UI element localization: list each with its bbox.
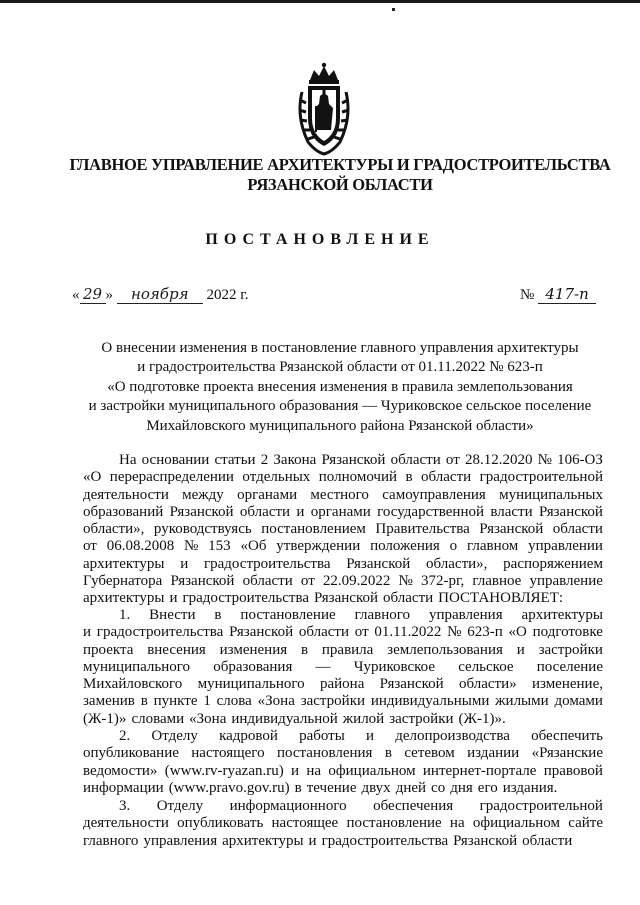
word: области», (83, 521, 145, 537)
word: области (421, 469, 472, 486)
word: власти (490, 503, 533, 520)
word: поселение (536, 658, 603, 675)
word: муниципального (197, 676, 305, 692)
word: постановлением (261, 521, 366, 537)
word: официальном (472, 815, 560, 832)
subject-line: «О подготовке проекта внесения изменения в правила землепользования (107, 378, 573, 395)
word: подготовке (532, 624, 603, 641)
subject-line: О внесении изменения в постановление главного управления архитектуры (101, 340, 579, 356)
word: постановления (276, 745, 373, 762)
word: сельское (458, 658, 514, 675)
word: градостроительства (182, 590, 310, 606)
word: № (184, 538, 199, 555)
word: 153 (208, 538, 231, 555)
word: градостроительства (203, 555, 331, 572)
word: архитектуры (83, 590, 165, 606)
word: опубликовать (177, 815, 264, 832)
word: официальном (328, 762, 416, 779)
text-line (83, 521, 603, 538)
word: и (291, 762, 300, 779)
text-line (83, 763, 603, 780)
word: «О (83, 469, 102, 486)
word: и (180, 555, 189, 572)
word: 623-п (467, 624, 503, 641)
word: правовой (543, 762, 603, 779)
date-open-quote: « (72, 287, 80, 303)
word: в (405, 469, 413, 486)
word: от (445, 452, 460, 468)
word: градостроительной (479, 469, 603, 486)
word: главного (354, 607, 411, 623)
word: области (242, 572, 293, 589)
word: настоящее (271, 815, 339, 832)
word: Рязанской (314, 590, 379, 606)
org-title-line1: ГЛАВНОЕ УПРАВЛЕНИЕ АРХИТЕКТУРЫ И ГРАДОСТРОИТЕЛЬСТВА (69, 155, 611, 174)
org-title-line2: РЯЗАНСКОЙ ОБЛАСТИ (247, 175, 433, 194)
word: внесения (147, 641, 206, 658)
word: образования (213, 658, 293, 675)
word: Михайловского (83, 676, 183, 692)
word: опубликование (83, 745, 179, 762)
word: правила (321, 641, 374, 658)
word: делопроизводства (395, 728, 510, 744)
paragraph-item-3 (83, 798, 603, 850)
word: района (319, 676, 365, 692)
text-line (83, 607, 603, 624)
document-subject (80, 339, 600, 436)
word: 06.08.2008 (106, 538, 175, 555)
word: архитектуры (83, 555, 165, 572)
word: о (449, 538, 458, 555)
word: градостроительства (321, 832, 449, 849)
word: со (431, 779, 446, 796)
word: области (390, 452, 441, 468)
word: ПОСТАНОВЛЯЕТ: (438, 590, 564, 606)
text-line (83, 487, 603, 504)
word: и (169, 590, 178, 606)
word: № (398, 572, 413, 589)
word: архитектуры (222, 832, 304, 849)
word: интернет-портале (422, 762, 537, 779)
word: главного (83, 832, 139, 849)
word: двух (361, 779, 391, 796)
document-date (72, 285, 248, 304)
word: распоряжением (503, 555, 603, 572)
word: статьи (214, 452, 256, 468)
subject-line: и градостроительства Рязанской области от 01.11.2022 № 623-п (137, 359, 543, 376)
word: от (354, 624, 369, 641)
word: дней (395, 779, 427, 796)
word: и (83, 624, 92, 641)
word: 28.12.2020 (464, 452, 533, 468)
word: индивидуальными (370, 693, 490, 710)
word: изменения (219, 641, 288, 658)
word: заменив (83, 693, 135, 710)
word: и (308, 832, 317, 849)
text-line (83, 469, 603, 486)
word: 1 (203, 693, 211, 710)
word: и (516, 641, 525, 658)
word: Рязанской (379, 676, 444, 692)
word: На (119, 452, 137, 468)
word: области» (458, 676, 517, 692)
word: перераспределении (109, 469, 234, 486)
word: его (477, 779, 498, 796)
word: области (298, 624, 350, 641)
word: управления (428, 607, 503, 623)
word: Рязанской (538, 503, 603, 520)
word: (www.pravo.gov.ru) (168, 779, 290, 796)
word: «О (508, 624, 527, 641)
word: застройки (300, 693, 366, 710)
word: течение (306, 779, 357, 796)
word: Рязанской (346, 555, 411, 572)
text-line (83, 745, 603, 762)
word: словами (131, 710, 185, 727)
word: Рязанской (321, 452, 386, 468)
word: — (315, 658, 331, 675)
text-line (83, 676, 603, 693)
word: 372-рг, (420, 572, 465, 589)
word: 22.09.2022 (322, 572, 391, 589)
word: управления (143, 832, 218, 849)
word: и (366, 728, 375, 744)
word: (Ж-1)» (83, 710, 127, 727)
word: в (214, 607, 222, 623)
text-line (83, 538, 603, 555)
word: 2 (260, 452, 269, 468)
word: области», (426, 555, 488, 572)
text-line (83, 624, 603, 641)
word: и (296, 503, 305, 520)
subject-line: и застройки муниципального образования — Чуриковское сельское поселение (88, 398, 592, 415)
word: на (449, 815, 465, 832)
word: 1. (119, 607, 131, 623)
word: основании (141, 452, 210, 468)
word: Правительства (375, 521, 470, 537)
text-line (83, 659, 603, 676)
word: Рязанской (170, 572, 235, 589)
paragraph-item-1 (83, 607, 603, 728)
word: (www.rv-ryazan.ru) (164, 762, 284, 779)
word: 3. (119, 798, 131, 814)
word: главное (472, 572, 522, 589)
coat-of-arms-icon (296, 62, 352, 156)
word: 01.11.2022 (374, 624, 442, 641)
word: Губернатора (83, 572, 163, 589)
word: утверждении (276, 538, 361, 555)
word: застройки (538, 641, 603, 658)
word: издания. (502, 779, 558, 796)
text-line (83, 642, 603, 659)
word: обеспечить (531, 728, 603, 744)
word: от (300, 572, 315, 589)
word: Закона (273, 452, 317, 468)
word: № (447, 624, 462, 641)
date-month-handwritten: ноября (117, 285, 203, 304)
word: области (239, 503, 291, 520)
word: проекта (83, 641, 134, 658)
date-day-handwritten: 29 (80, 285, 106, 304)
document-number (520, 285, 596, 304)
text-line (83, 590, 603, 607)
word: в (384, 745, 392, 762)
word: «Зона (257, 693, 295, 710)
word: градостроительства (96, 624, 224, 641)
word: в (140, 693, 148, 710)
word: деятельности (83, 815, 169, 832)
word: области (522, 832, 573, 849)
word: местного (310, 486, 369, 503)
word: постановление (346, 815, 442, 832)
word: области (552, 521, 603, 537)
text-line (83, 504, 603, 521)
word: от (83, 538, 97, 555)
word: муниципальных (499, 486, 603, 503)
text-line (83, 798, 603, 815)
word: 2. (119, 728, 131, 744)
word: главном (466, 538, 519, 555)
text-line (83, 693, 603, 710)
word: отдельных (242, 469, 311, 486)
word: Внести (149, 607, 196, 623)
number-prefix: № (520, 287, 535, 303)
word: в (300, 641, 309, 658)
word: Чуриковское (353, 658, 436, 675)
word: кадровой (219, 728, 278, 744)
word: Отделу (156, 798, 204, 814)
word: деятельности (83, 486, 169, 503)
word: № (537, 452, 552, 468)
scan-edge-line (0, 0, 640, 3)
word: ведомости» (83, 762, 158, 779)
word: градостроительной (479, 798, 603, 814)
word: сетевом (404, 745, 455, 762)
word: на (306, 762, 322, 779)
word: изменение, (531, 676, 603, 692)
word: полномочий (318, 469, 398, 486)
word: между (182, 486, 224, 503)
word: информационного (229, 798, 347, 814)
date-close-quote: » (105, 287, 113, 303)
text-line (83, 780, 603, 797)
word: Рязанской (479, 521, 544, 537)
word: жилой (342, 710, 385, 727)
word: слова (216, 693, 252, 710)
text-line (83, 833, 603, 850)
word: сайте (568, 815, 603, 832)
word: (Ж-1)». (458, 710, 506, 727)
word: «Зона (189, 710, 227, 727)
word: органами (237, 486, 298, 503)
date-year: 2022 г. (206, 287, 249, 303)
word: дня (450, 779, 473, 796)
word: управление (529, 572, 603, 589)
word: образований (83, 503, 164, 520)
text-line (83, 573, 603, 590)
word: 106-ОЗ (557, 452, 603, 468)
document-type-heading: ПОСТАНОВЛЕНИЕ (205, 231, 435, 248)
word: муниципального (83, 658, 191, 675)
word: самоуправления (382, 486, 486, 503)
word: Рязанской (453, 832, 518, 849)
word: индивидуальной (231, 710, 338, 727)
word: обеспечения (373, 798, 454, 814)
word: в (294, 779, 302, 796)
text-line (83, 815, 603, 832)
text-line (83, 711, 603, 728)
word: постановление (240, 607, 336, 623)
number-value-handwritten: 417-п (538, 285, 596, 304)
text-line (83, 728, 603, 745)
paragraph-item-2 (83, 728, 603, 797)
scan-dot (392, 8, 395, 11)
text-line (83, 556, 603, 573)
word: Рязанской (229, 624, 294, 641)
word: пункте (153, 693, 198, 710)
word: государственной (377, 503, 485, 520)
word: настоящего (191, 745, 265, 762)
paragraph-intro (83, 452, 603, 607)
word: домами (554, 693, 603, 710)
word: землепользования (387, 641, 503, 658)
word: «Об (240, 538, 267, 555)
word: архитектуры (521, 607, 603, 623)
word: жилыми (495, 693, 549, 710)
word: застройки (389, 710, 454, 727)
word: управлении (528, 538, 603, 555)
word: Отделу (151, 728, 198, 744)
word: «Рязанские (531, 745, 603, 762)
word: органами (310, 503, 371, 520)
subject-line: Михайловского муниципального района Рязанской области» (146, 417, 534, 434)
word: положения (370, 538, 440, 555)
word: Рязанской (169, 503, 234, 520)
word: издании (467, 745, 520, 762)
word: информации (83, 779, 164, 796)
word: работы (299, 728, 345, 744)
word: руководствуясь (153, 521, 252, 537)
text-line (83, 452, 603, 469)
word: области (383, 590, 434, 606)
